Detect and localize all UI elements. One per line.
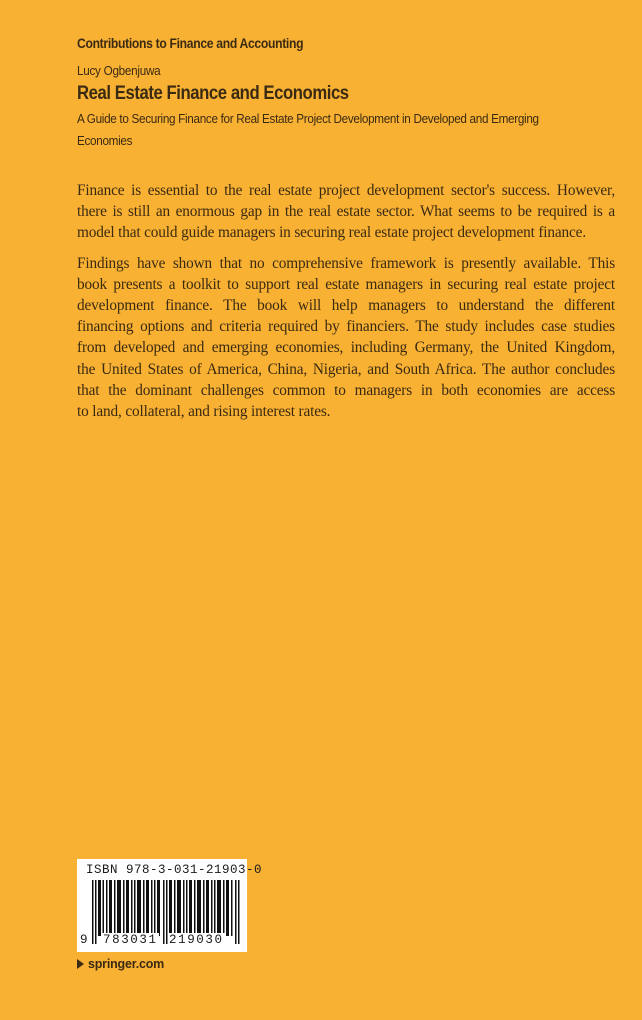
author-name: Lucy Ogbenjuwa xyxy=(77,63,161,78)
blurb-line: model that could guide managers in securing real estate project development finance. xyxy=(77,224,586,242)
blurb-paragraph-1 xyxy=(77,180,617,244)
series-name: Contributions to Finance and Accounting xyxy=(77,36,304,51)
blurb xyxy=(77,180,617,431)
publisher-link-text[interactable]: springer.com xyxy=(88,957,165,971)
book-title: Real Estate Finance and Economics xyxy=(77,83,349,104)
blurb-line: to land, collateral, and rising interest rates. xyxy=(77,403,331,421)
blurb-line: from developed and emerging economies, including Germany, the United Kingdom, xyxy=(77,339,615,357)
blurb-line: the United States of America, China, Nigeria, and South Africa. The author concludes xyxy=(77,360,615,378)
blurb-line: Finance is essential to the real estate project development sector's success. However, xyxy=(77,182,615,199)
ean-group-1: 783031 xyxy=(103,933,158,947)
ean-group-2: 219030 xyxy=(169,933,224,947)
blurb-line: Findings have shown that no comprehensive framework is presently available. This xyxy=(77,254,615,272)
subtitle-line: Economies xyxy=(77,133,133,148)
blurb-line: book presents a toolkit to support real estate managers in securing real estate project xyxy=(77,275,615,293)
ean-first-digit: 9 xyxy=(80,933,88,947)
blurb-paragraph-2 xyxy=(77,253,617,423)
blurb-line: there is still an enormous gap in the real estate sector. What seems to be required is a xyxy=(77,203,615,221)
isbn-label: ISBN 978-3-031-21903-0 xyxy=(86,863,263,877)
subtitle-line: A Guide to Securing Finance for Real Estate Project Development in Developed and Emerging xyxy=(77,111,539,126)
blurb-line: development finance. The book will help managers to understand the different xyxy=(77,297,615,315)
blurb-line: financing options and criteria required by financiers. The study includes case studies xyxy=(77,318,615,336)
blurb-line: that the dominant challenges common to managers in both economies are access xyxy=(77,381,615,399)
book-subtitle xyxy=(77,108,570,152)
publisher-link[interactable] xyxy=(77,957,164,971)
isbn-barcode xyxy=(77,859,263,952)
right-triangle-icon xyxy=(77,959,84,969)
